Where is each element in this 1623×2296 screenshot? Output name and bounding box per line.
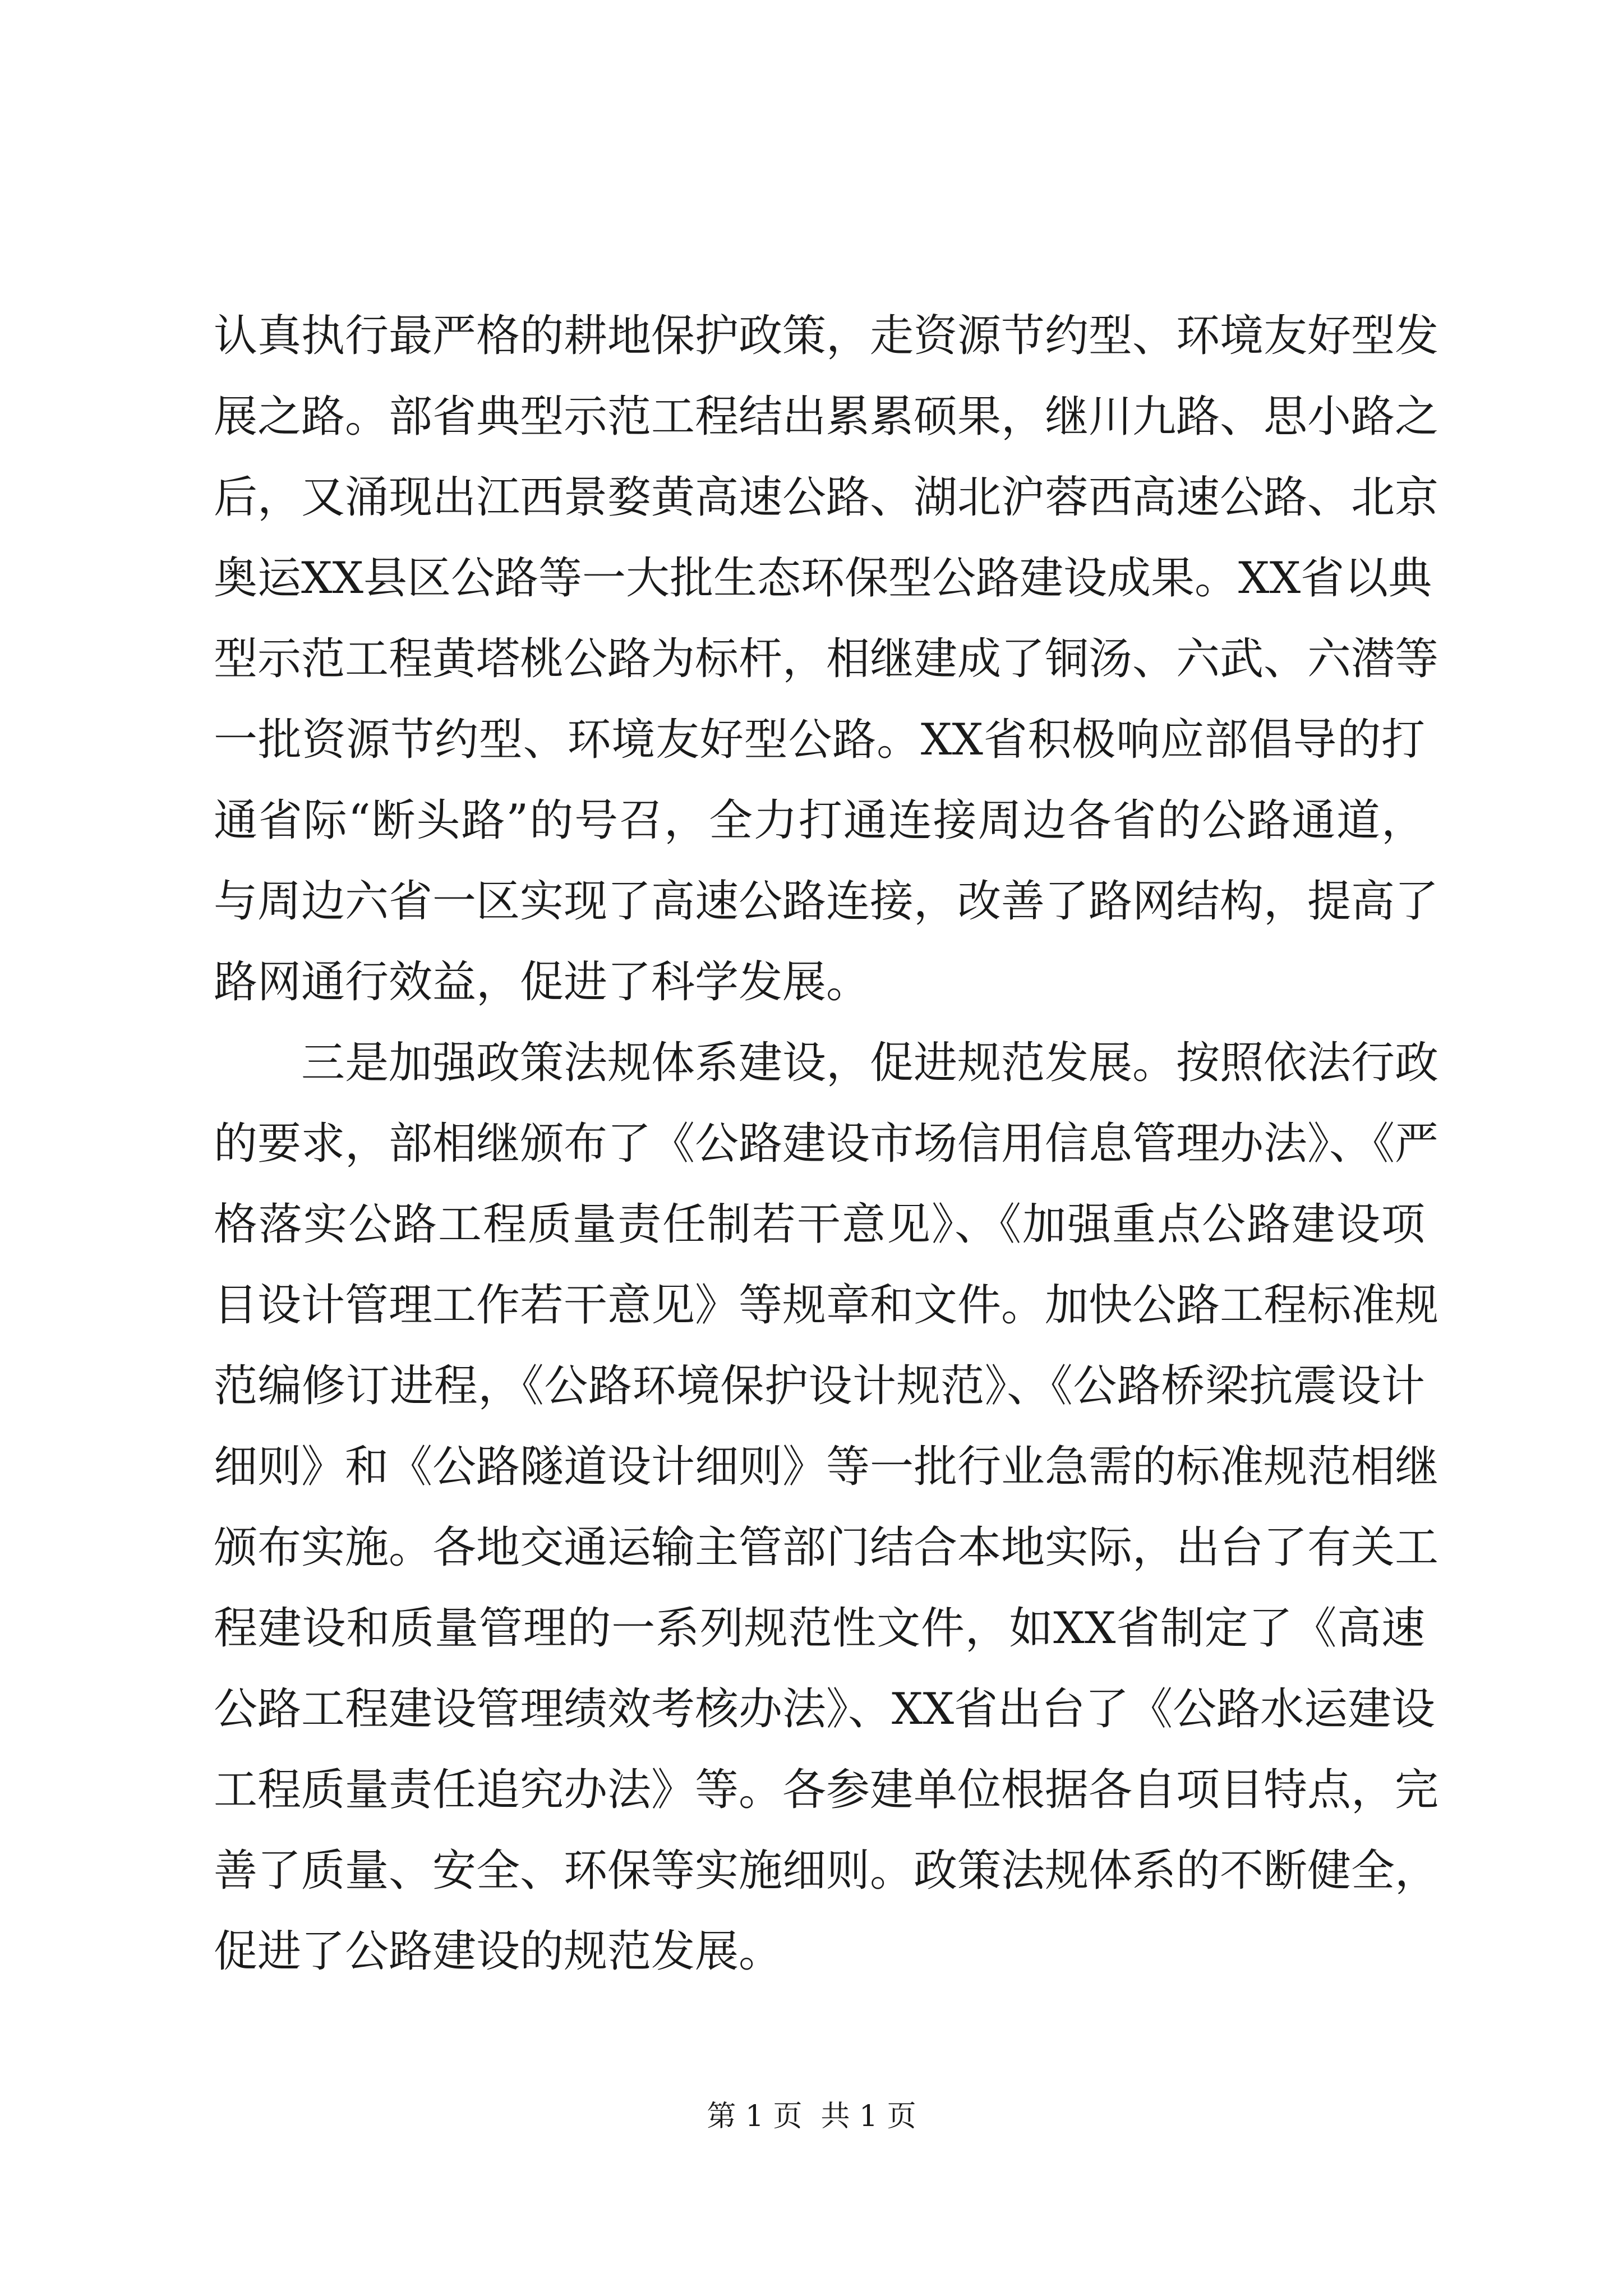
text-line: 促进了公路建设的规范发展。 bbox=[214, 1926, 783, 1977]
text-line: 后，又涌现出江西景婺黄高速公路、湖北沪蓉西高速公路、北京 bbox=[214, 472, 1439, 523]
text-line: 公路工程建设管理绩效考核办法》、XX省出台了《公路水运建设 bbox=[214, 1684, 1436, 1734]
text-line: 一批资源节约型、环境友好型公路。XX省积极响应部倡导的打 bbox=[214, 715, 1425, 765]
page-number-footer: 第 1 页 共 1 页 bbox=[707, 2100, 916, 2133]
text-line: 程建设和质量管理的一系列规范性文件，如XX省制定了《高速 bbox=[214, 1603, 1425, 1654]
text-line: 目设计管理工作若干意见》等规章和文件。加快公路工程标准规 bbox=[214, 1280, 1439, 1331]
text-line: 通省际“断头路”的号召，全力打通连接周边各省的公路通道， bbox=[214, 795, 1425, 846]
text-line: 工程质量责任追究办法》等。各参建单位根据各自项目特点，完 bbox=[214, 1765, 1439, 1815]
text-line: 认真执行最严格的耕地保护政策，走资源节约型、环境友好型发 bbox=[214, 311, 1439, 361]
text-line: 格落实公路工程质量责任制若干意见》、《加强重点公路建设项 bbox=[214, 1199, 1425, 1250]
text-line: 细则》和《公路隧道设计细则》等一批行业急需的标准规范相继 bbox=[214, 1442, 1439, 1492]
paragraph-first-line: 三是加强政策法规体系建设，促进规范发展。按照依法行政 bbox=[301, 1038, 1439, 1088]
text-line: 奥运XX县区公路等一大批生态环保型公路建设成果。XX省以典 bbox=[214, 553, 1432, 604]
text-line: 型示范工程黄塔桃公路为标杆，相继建成了铜汤、六武、六潜等 bbox=[214, 634, 1439, 684]
text-line: 颁布实施。各地交通运输主管部门结合本地实际，出台了有关工 bbox=[214, 1522, 1439, 1573]
text-line: 展之路。部省典型示范工程结出累累硕果，继川九路、思小路之 bbox=[214, 392, 1439, 442]
text-line: 的要求，部相继颁布了《公路建设市场信用信息管理办法》、《严 bbox=[214, 1119, 1439, 1169]
text-line: 范编修订进程，《公路环境保护设计规范》、《公路桥梁抗震设计 bbox=[214, 1361, 1425, 1411]
document-body bbox=[214, 296, 1439, 1992]
text-line: 与周边六省一区实现了高速公路连接，改善了路网结构，提高了 bbox=[214, 876, 1439, 927]
text-line: 路网通行效益，促进了科学发展。 bbox=[214, 957, 870, 1007]
text-line: 善了质量、安全、环保等实施细则。政策法规体系的不断健全， bbox=[214, 1846, 1439, 1896]
